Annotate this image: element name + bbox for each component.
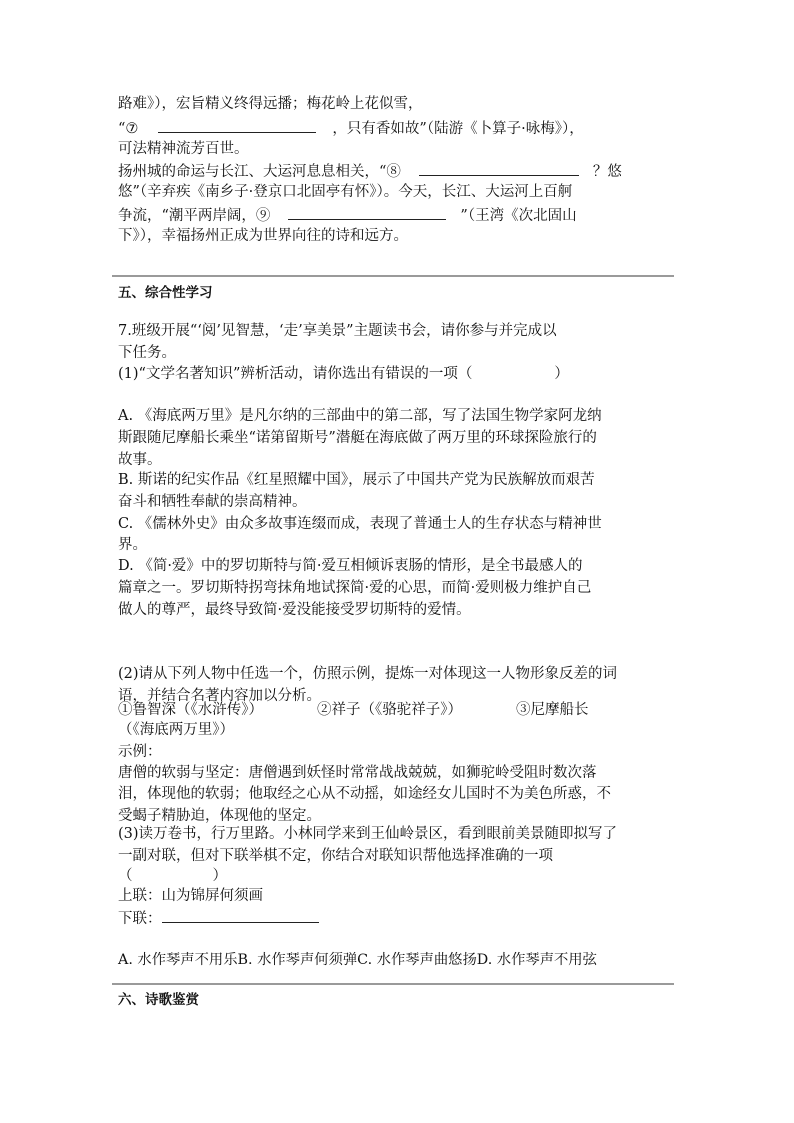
text-line (118, 117, 584, 139)
character-1: ①鲁智深（《水浒传》） (118, 702, 263, 718)
option-c: 界。 (118, 537, 147, 553)
sub-question-1 (118, 364, 569, 384)
text-line (118, 204, 577, 226)
option-c: C. 《儒林外史》由众多故事连缀而成，表现了普通士人的生存状态与精神世 (118, 516, 602, 532)
section-divider (112, 983, 674, 985)
character-3: ③尼摩船长 (516, 702, 589, 718)
sub-question-3: (3)读万卷书，行万里路。小林同学来到王仙岭景区，看到眼前美景随即拟写了 (118, 826, 618, 842)
section-heading: 六、诗歌鉴赏 (118, 992, 199, 1008)
option-b: B. 斯诺的纪实作品《红星照耀中国》，展示了中国共产党为民族解放而艰苦 (118, 472, 595, 488)
character-3-source: （《海底两万里》） (118, 722, 234, 738)
text-line: 下》），幸福扬州正成为世界向往的诗和远方。 (118, 228, 408, 244)
sub-question-3: 一副对联，但对下联举棋不定，你结合对联知识帮他选择准确的一项 (118, 848, 553, 864)
text-fragment: ） (212, 868, 227, 884)
option-a: 故事。 (118, 452, 162, 468)
option-d: 做人的尊严，最终导致简·爱没能接受罗切斯特的爱情。 (118, 602, 471, 618)
example-text: 泪，体现他的软弱；他取经之心从不动摇，如途经女儿国时不为美色所惑，不 (118, 786, 611, 802)
text-fragment: 扬州城的命运与长江、大运河息息相关，“⑧ (118, 164, 401, 180)
option-a: 斯跟随尼摩船长乘坐“诺第留斯号”潜艇在海底做了两万里的环球探险旅行的 (118, 430, 597, 446)
answer-blank-7[interactable] (158, 117, 316, 133)
text-fragment: （ (118, 868, 133, 884)
text-line: 可法精神流芳百世。 (118, 141, 249, 157)
question-text: 下任务。 (118, 345, 176, 361)
section-divider (112, 275, 674, 277)
example-label: 示例： (118, 744, 162, 760)
text-fragment: ”（王湾《次北固山 (460, 208, 577, 224)
example-text: 唐僧的软弱与坚定：唐僧遇到妖怪时常常战战兢兢，如狮驼岭受阻时数次落 (118, 765, 597, 781)
text-line: 悠”（辛弃疾《南乡子·登京口北固亭有怀》）。今天，长江、大运河上百舸 (118, 184, 573, 200)
answer-blank-9[interactable] (288, 204, 446, 220)
section-heading: 五、综合性学习 (118, 285, 213, 301)
text-line (118, 160, 622, 182)
text-fragment: 争流，“潮平两岸阔，⑨ (118, 208, 271, 224)
answer-parens (118, 866, 227, 886)
text-fragment: (1)“文学名著知识”辨析活动，请你选出有错误的一项（ (118, 366, 473, 382)
question-text: 7.班级开展“‘阅’见智慧，‘走’享美景”主题读书会，请你参与并完成以 (118, 323, 557, 339)
lower-couplet (118, 907, 319, 929)
option-d: 篇章之一。罗切斯特拐弯抹角地试探简·爱的心思，而简·爱则极力维护自己 (118, 580, 592, 596)
text-fragment: ） (554, 366, 569, 382)
text-fragment: “⑦ (118, 121, 139, 137)
sub-question-2: (2)请从下列人物中任选一个，仿照示例，提炼一对体现这一人物形象反差的词 (118, 666, 618, 682)
answer-blank-8[interactable] (419, 160, 579, 176)
text-fragment: ？悠 (592, 164, 622, 180)
lower-couplet-blank[interactable] (162, 907, 319, 923)
example-text: 受蝎子精胁迫，体现他的坚定。 (118, 808, 321, 824)
option-d: D. 《简·爱》中的罗切斯特与简·爱互相倾诉衷肠的情形，是全书最感人的 (118, 558, 583, 574)
text-fragment: ，只有香如故”（陆游《卜算子·咏梅》）， (332, 121, 584, 137)
sub-question-2: 语，并结合名著内容加以分析。 (118, 688, 321, 704)
couplet-choices: A. 水作琴声不用乐B. 水作琴声何须弹C. 水作琴声曲悠扬D. 水作琴声不用弦 (118, 952, 597, 968)
character-2: ②祥子（《骆驼祥子》） (317, 702, 462, 718)
text-line: 路难》），宏旨精义终得远播；梅花岭上花似雪， (118, 96, 423, 112)
upper-couplet: 上联：山为锦屏何须画 (118, 888, 263, 904)
option-a: A. 《海底两万里》是凡尔纳的三部曲中的第二部，写了法国生物学家阿龙纳 (118, 408, 602, 424)
text-fragment: 下联： (118, 911, 162, 927)
option-b: 奋斗和牺牲奉献的崇高精神。 (118, 494, 307, 510)
character-choices (118, 699, 589, 721)
